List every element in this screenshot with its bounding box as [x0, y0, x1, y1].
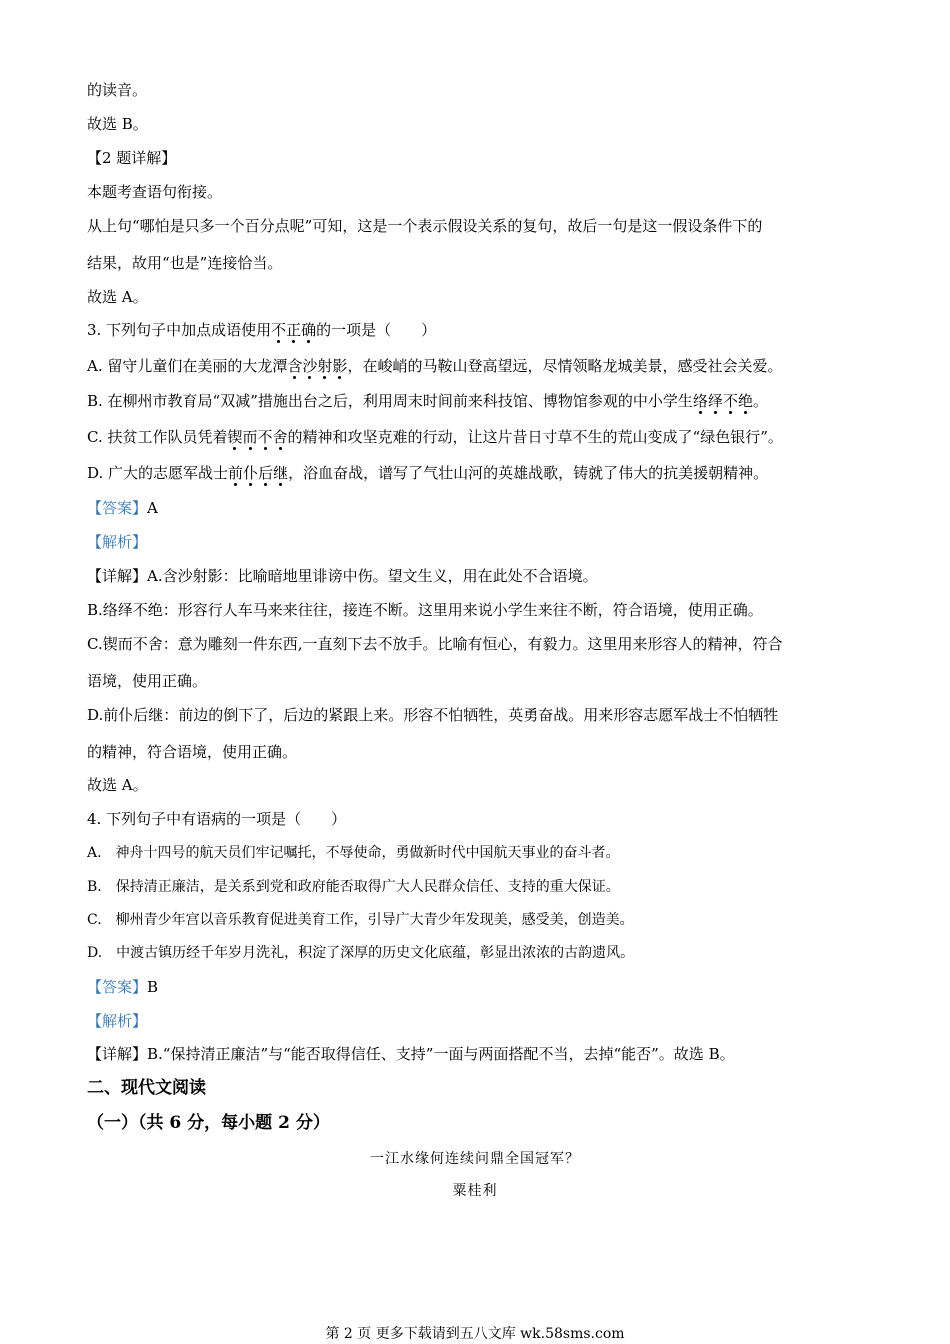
- question-3-stem: 3. 下列句子中加点成语使用不正确的一项是（ ）: [87, 321, 437, 339]
- question-3-option-c: C. 扶贫工作队员凭着锲而不舍的精神和攻坚克难的行动，让这片昔日寸草不生的荒山变成了“绿色银行”。: [87, 428, 783, 446]
- question-4-analysis-label: 【解析】: [87, 1012, 148, 1030]
- question-3-answer: [87, 497, 890, 519]
- text-line: 故选 B。: [87, 115, 148, 133]
- text-line: 的读音。: [87, 81, 148, 99]
- question-3-detail: B.络绎不绝：形容行人车马来来往往，接连不断。这里用来说小学生来往不断，符合语境，使用正确。: [87, 601, 763, 619]
- answer-label: 【答案】: [87, 978, 148, 996]
- question-3-option-b: B. 在柳州市教育局“双减”措施出台之后，利用周末时间前来科技馆、博物馆参观的中小学生络绎不绝。: [87, 392, 768, 410]
- article-author: 粟桂利: [452, 1183, 498, 1199]
- question-4-option-b: B. 保持清正廉洁，是关系到党和政府能否取得广大人民群众信任、支持的重大保证。: [87, 879, 620, 895]
- question-4-option-a: A. 神舟十四号的航天员们牢记嘱托，不辱使命，勇做新时代中国航天事业的奋斗者。: [87, 845, 620, 861]
- question-4-option-d: D. 中渡古镇历经千年岁月洗礼，积淀了深厚的历史文化底蕴，彰显出浓浓的古韵遗风。: [87, 945, 635, 961]
- text-line: 从上句“哪怕是只多一个百分点呢”可知，这是一个表示假设关系的复句，故后一句是这一假设条件下的: [87, 217, 763, 235]
- question-3-option-a: A. 留守儿童们在美丽的大龙潭含沙射影，在峻峭的马鞍山登高望远，尽情领略龙城美景，感受社会关爱。: [87, 357, 783, 375]
- page-footer: 第 2 页 更多下载请到五八文库 wk.58sms.com: [325, 1326, 625, 1342]
- question-4-answer: [87, 976, 890, 998]
- text-line: 故选 A。: [87, 288, 148, 306]
- article-title: 一江水缘何连续问鼎全国冠军？: [370, 1151, 580, 1167]
- answer-label: 【答案】: [87, 499, 148, 517]
- question-3-detail: D.前仆后继：前边的倒下了，后边的紧跟上来。形容不怕牺牲，英勇奋战。用来形容志愿军战士不怕牺牲: [87, 706, 779, 724]
- text-line: 本题考查语句衔接。: [87, 183, 223, 201]
- question-3-detail: 语境，使用正确。: [87, 672, 208, 690]
- question-3-detail: 【详解】A.含沙射影：比喻暗地里诽谤中伤。望文生义，用在此处不合语境。: [87, 567, 598, 585]
- answer-value: B: [147, 978, 159, 996]
- question-3-detail: 故选 A。: [87, 776, 148, 794]
- question-3-detail: 的精神，符合语境，使用正确。: [87, 743, 298, 761]
- subsection-heading: （一）（共 6 分，每小题 2 分）: [87, 1113, 330, 1133]
- question-4-detail: 【详解】B.“保持清正廉洁”与“能否取得信任、支持”一面与两面搭配不当，去掉“能否”。故选 B。: [87, 1045, 735, 1063]
- question-3-detail: C.锲而不舍：意为雕刻一件东西,一直刻下去不放手。比喻有恒心，有毅力。这里用来形容人的精神，符合: [87, 635, 783, 653]
- question-4-option-c: C. 柳州青少年宫以音乐教育促进美育工作，引导广大青少年发现美，感受美，创造美。: [87, 912, 634, 928]
- section-label: 【2 题详解】: [87, 149, 177, 167]
- question-4-stem: 4. 下列句子中有语病的一项是（ ）: [87, 810, 347, 828]
- answer-value: A: [147, 499, 158, 517]
- text-line: 结果，故用“也是”连接恰当。: [87, 254, 283, 272]
- question-3-option-d: D. 广大的志愿军战士前仆后继，浴血奋战，谱写了气壮山河的英雄战歌，铸就了伟大的抗美援朝精神。: [87, 464, 769, 482]
- section-heading: 二、现代文阅读: [87, 1078, 206, 1098]
- question-3-analysis-label: 【解析】: [87, 533, 148, 551]
